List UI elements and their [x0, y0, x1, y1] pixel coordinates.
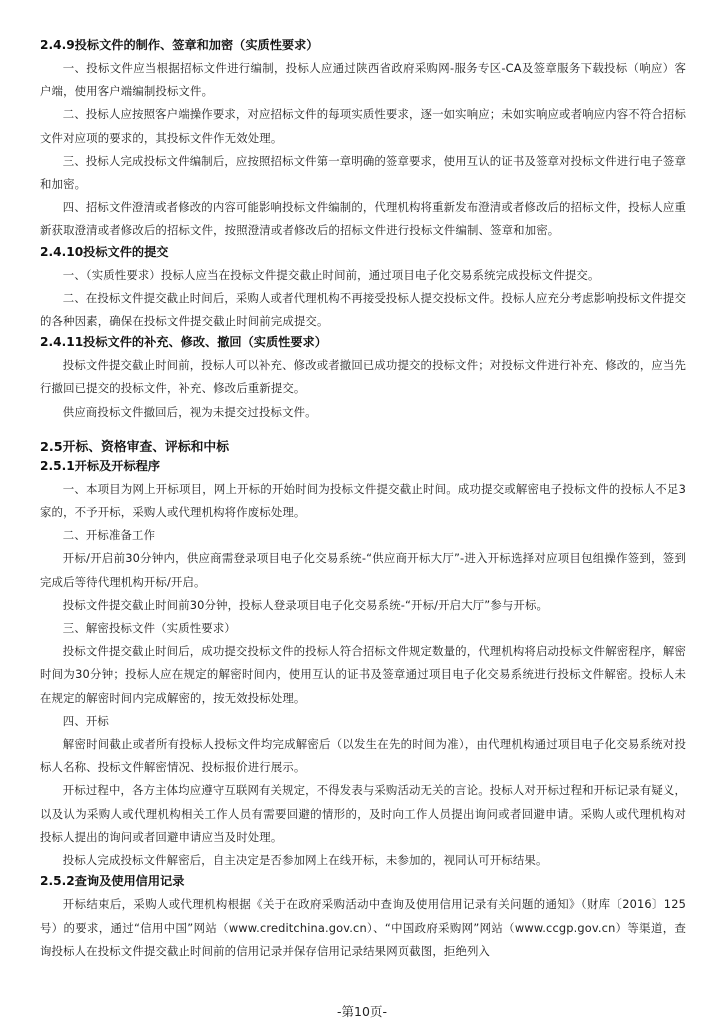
paragraph: 投标文件提交截止时间前，投标人可以补充、修改或者撤回已成功提交的投标文件；对投标文件进行补充、修改的，应当先行撤回已提交的投标文件，补充、修改后重新提交。	[40, 358, 686, 396]
document-body	[40, 36, 686, 963]
subsection-heading: 2.5.1开标及开标程序	[40, 458, 161, 473]
paragraph: 一、本项目为网上开标项目，网上开标的开始时间为投标文件提交截止时间。成功提交或解密电子投标文件的投标人不足3家的，不予开标，采购人或代理机构将作废标处理。	[40, 481, 686, 520]
paragraph: 开标过程中，各方主体均应遵守互联网有关规定，不得发表与采购活动无关的言论。投标人对开标过程和开标记录有疑义，以及认为采购人或代理机构相关工作人员有需要回避的情形的，及时向工作人员提出询问或者回避申请。采购人或代理机构对投标人提出的询问或者回避申请应当及时处理。	[40, 783, 686, 844]
subsection-heading: 2.4.9投标文件的制作、签章和加密（实质性要求）	[40, 38, 319, 52]
paragraph: 二、投标人应按照客户端操作要求，对应招标文件的每项实质性要求，逐一如实响应；未如实响应或者响应内容不符合招标文件对应项的要求的，其投标文件作无效处理。	[40, 107, 686, 145]
paragraph: 解密时间截止或者所有投标人投标文件均完成解密后（以发生在先的时间为准），由代理机构通过项目电子化交易系统对投标人名称、投标文件解密情况、投标报价进行展示。	[40, 737, 686, 775]
subsection-heading: 2.4.10投标文件的提交	[40, 244, 169, 259]
paragraph: 供应商投标文件撤回后，视为未提交过投标文件。	[62, 404, 317, 419]
paragraph: 四、招标文件澄清或者修改的内容可能影响投标文件编制的，代理机构将重新发布澄清或者修改后的招标文件，投标人应重新获取澄清或者修改后的招标文件，按照澄清或者修改后的招标文件进行投标文件编制、签章和加密。	[40, 200, 686, 238]
paragraph: 三、解密投标文件（实质性要求）	[62, 621, 236, 636]
section-heading: 2.5开标、资格审查、评标和中标	[40, 439, 230, 455]
page-number: -第10页-	[337, 1004, 387, 1019]
paragraph: 投标文件提交截止时间前30分钟，投标人登录项目电子化交易系统-“开标/开启大厅”参与开标。	[62, 597, 549, 612]
paragraph: 开标结束后，采购人或代理机构根据《关于在政府采购活动中查询及使用信用记录有关问题的通知》（财库〔2016〕125号）的要求，通过“信用中国”网站（www.creditchina.gov.cn）、“中国政府采购网”网站（www.ccgp.gov.cn）等渠道，查询投标人在投标文件提交截止时间前的信用记录并保存信用记录结果网页截图，拒绝列入	[40, 897, 686, 958]
paragraph: 二、开标准备工作	[62, 528, 156, 543]
paragraph: 一、（实质性要求）投标人应当在投标文件提交截止时间前，通过项目电子化交易系统完成投标文件提交。	[62, 267, 600, 282]
paragraph: 二、在投标文件提交截止时间后，采购人或者代理机构不再接受投标人提交投标文件。投标人应充分考虑影响投标文件提交的各种因素，确保在投标文件提交截止时间前完成提交。	[40, 290, 686, 329]
paragraph: 投标人完成投标文件解密后，自主决定是否参加网上在线开标，未参加的，视同认可开标结果。	[62, 853, 548, 868]
subsection-heading: 2.4.11投标文件的补充、修改、撤回（实质性要求）	[40, 335, 327, 350]
subsection-heading: 2.5.2查询及使用信用记录	[40, 874, 185, 889]
paragraph: 开标/开启前30分钟内，供应商需登录项目电子化交易系统-“供应商开标大厅”-进入开标选择对应项目包组操作签到，签到完成后等待代理机构开标/开启。	[40, 551, 686, 589]
paragraph: 三、投标人完成投标文件编制后，应按照招标文件第一章明确的签章要求，使用互认的证书及签章对投标文件进行电子签章和加密。	[40, 153, 686, 192]
paragraph: 四、开标	[62, 713, 109, 728]
paragraph: 投标文件提交截止时间后，成功提交投标文件的投标人符合招标文件规定数量的，代理机构将启动投标文件解密程序，解密时间为30分钟；投标人应在规定的解密时间内，使用互认的证书及签章通过项目电子化交易系统进行投标文件解密。投标人未在规定的解密时间内完成解密的，按无效投标处理。	[40, 644, 686, 705]
paragraph: 一、投标文件应当根据招标文件进行编制，投标人应通过陕西省政府采购网-服务专区-CA及签章服务下载投标（响应）客户端，使用客户端编制投标文件。	[40, 61, 686, 99]
